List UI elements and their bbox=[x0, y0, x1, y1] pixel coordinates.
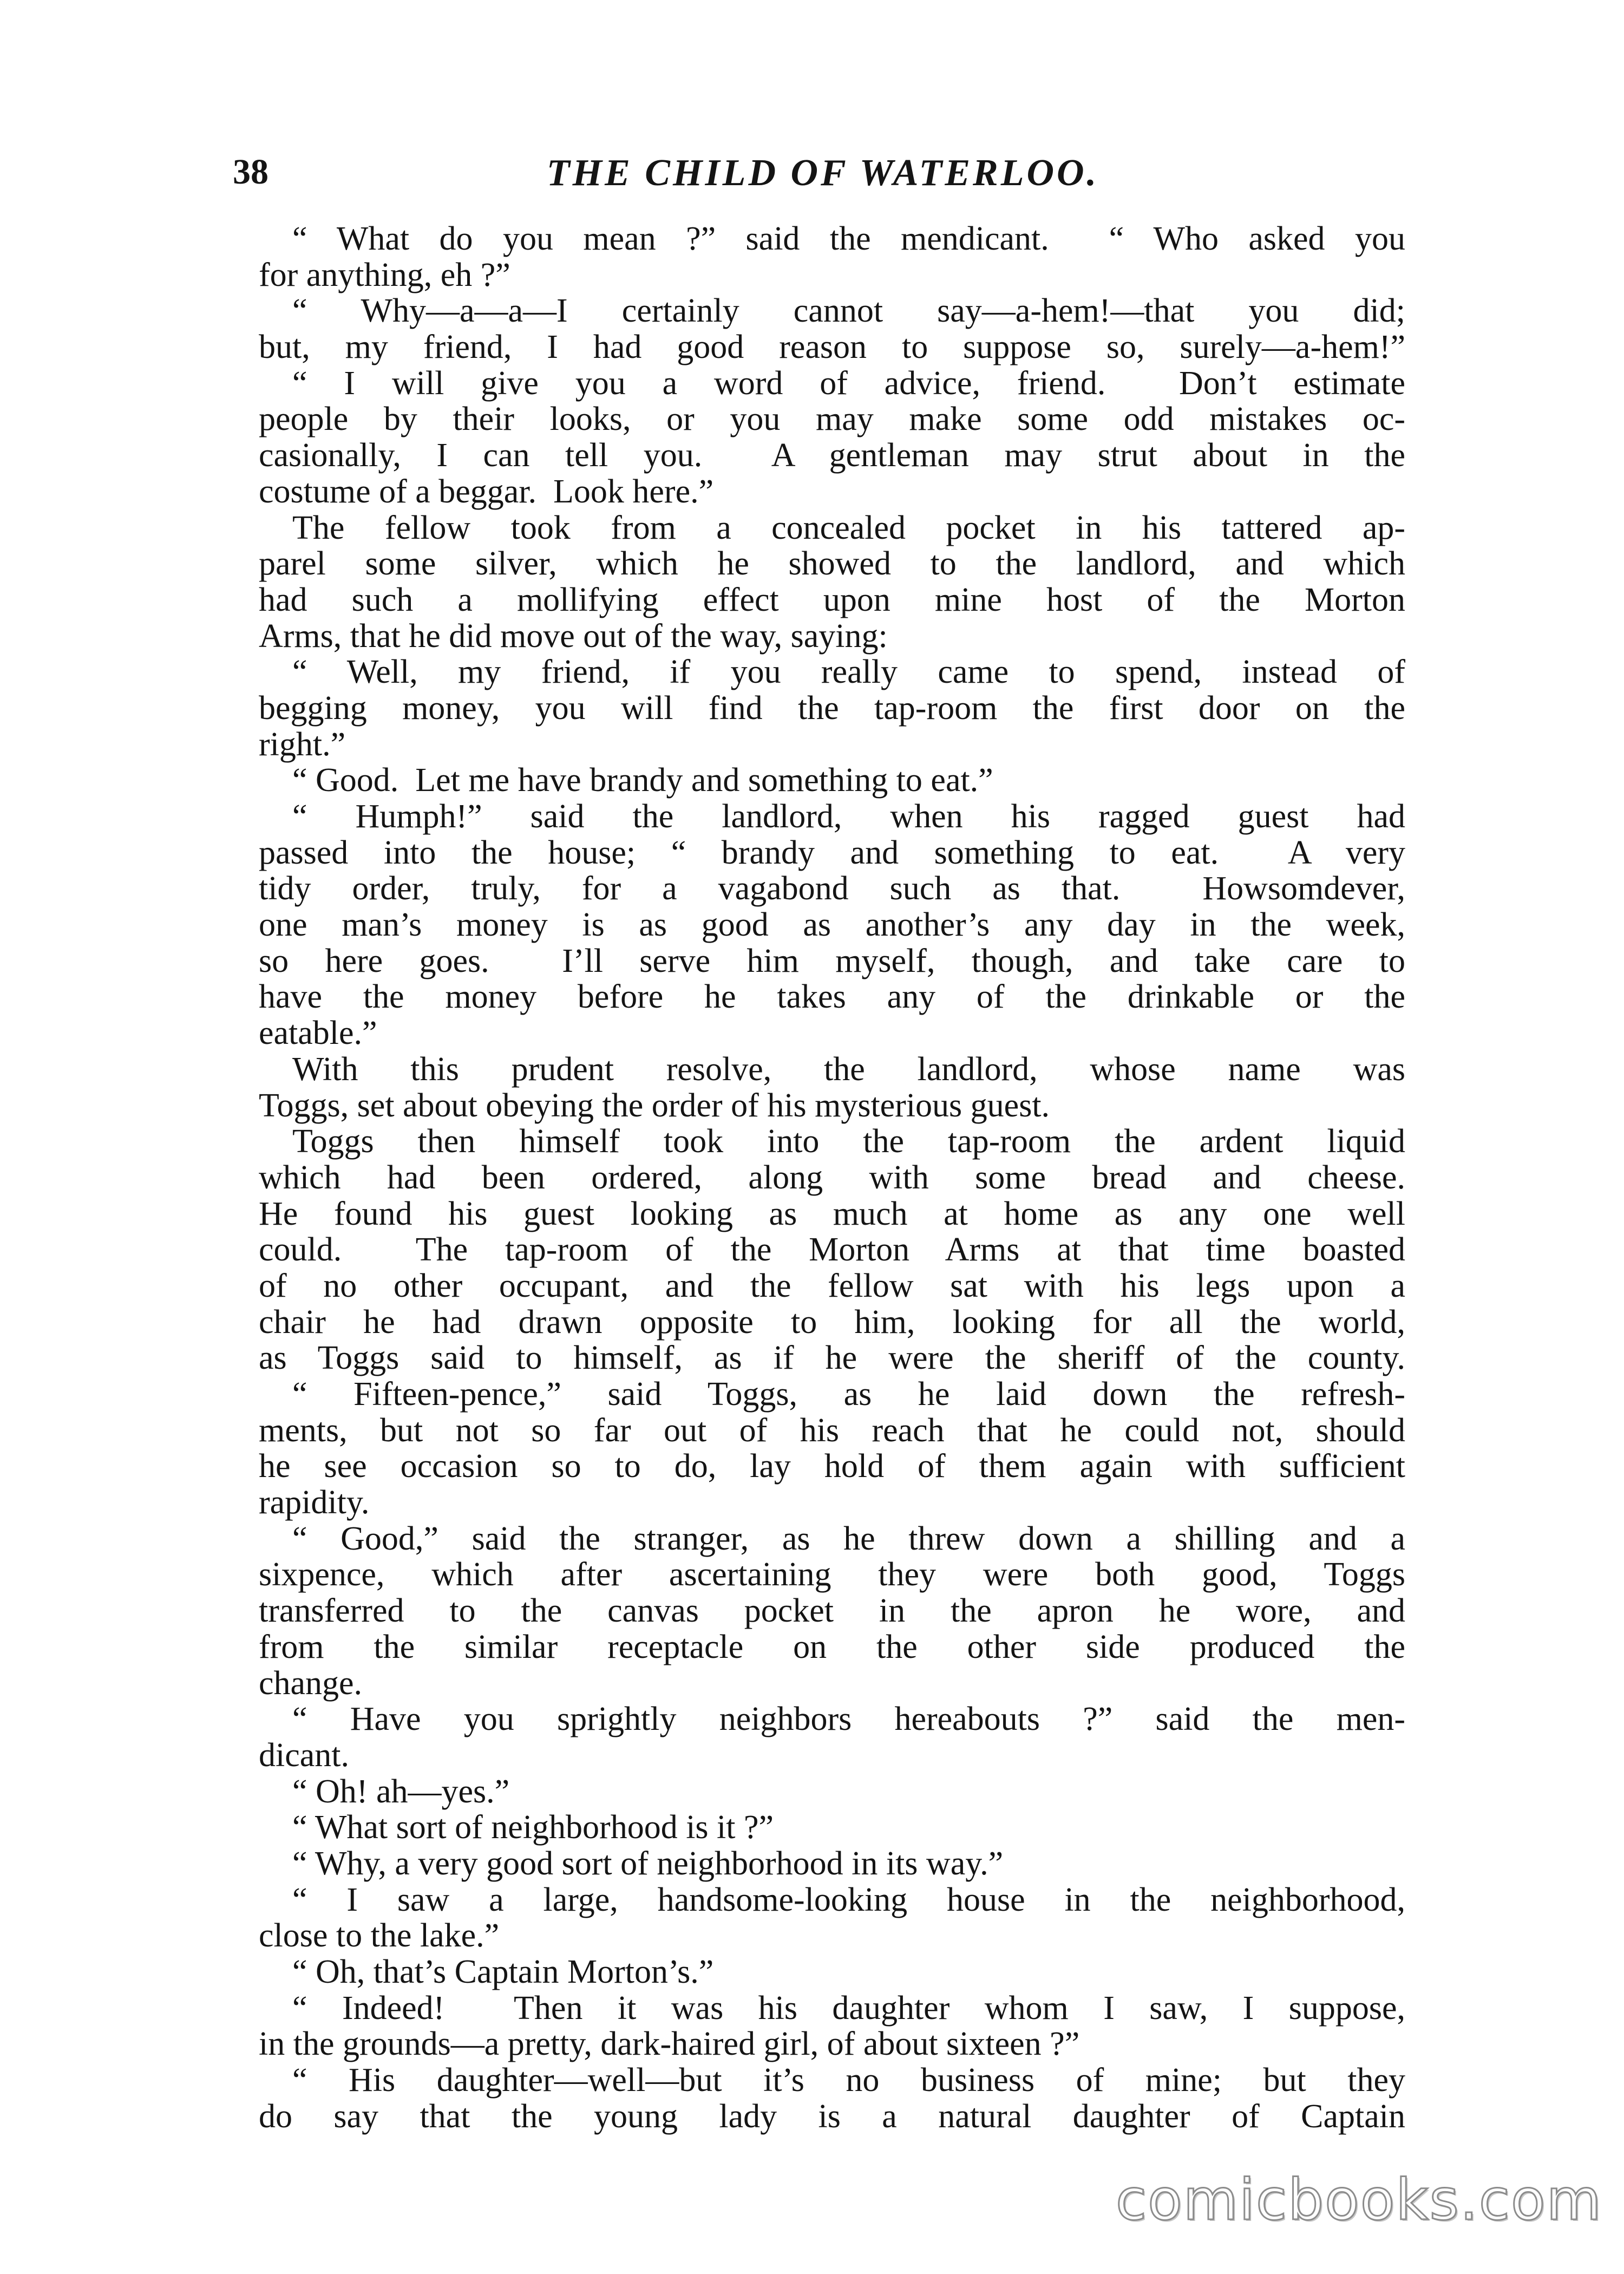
text-line: but, my friend, I had good reason to suppose so, surely—a-hem!” bbox=[259, 329, 1405, 366]
text-line: had such a mollifying effect upon mine host of the Morton bbox=[259, 581, 1405, 618]
text-line: “ Humph!” said the landlord, when his ragged guest had bbox=[292, 798, 1405, 835]
text-line: Toggs, set about obeying the order of his mysterious guest. bbox=[259, 1087, 1050, 1124]
text-line: in the grounds—a pretty, dark-haired girl, of about sixteen ?” bbox=[259, 2025, 1080, 2063]
text-line: casionally, I can tell you. A gentleman may strut about in the bbox=[259, 437, 1405, 474]
text-line: He found his guest looking as much at home as any one well bbox=[259, 1195, 1405, 1232]
text-line: “ Oh, that’s Captain Morton’s.” bbox=[292, 1953, 714, 1990]
text-line: dicant. bbox=[259, 1736, 349, 1774]
text-line: costume of a beggar. Look here.” bbox=[259, 473, 714, 510]
text-line: of no other occupant, and the fellow sat with his legs upon a bbox=[259, 1267, 1405, 1304]
text-line: sixpence, which after ascertaining they were both good, Toggs bbox=[259, 1556, 1405, 1593]
text-line: for anything, eh ?” bbox=[259, 256, 510, 293]
text-line: “ What do you mean ?” said the mendicant. “ Who asked you bbox=[292, 220, 1405, 257]
text-line: “ Indeed! Then it was his daughter whom I saw, I suppose, bbox=[292, 1989, 1405, 2027]
text-line: change. bbox=[259, 1664, 363, 1702]
text-line: The fellow took from a concealed pocket in his tattered ap- bbox=[292, 509, 1405, 546]
text-line: “ Well, my friend, if you really came to spend, instead of bbox=[292, 654, 1405, 691]
text-line: “ Oh! ah—yes.” bbox=[292, 1773, 510, 1810]
text-line: from the similar receptacle on the other side produced the bbox=[259, 1628, 1405, 1665]
text-line: have the money before he takes any of the drinkable or the bbox=[259, 978, 1405, 1016]
text-line: “ His daughter—well—but it’s no business of mine; but they bbox=[292, 2062, 1405, 2099]
text-line: With this prudent resolve, the landlord, whose name was bbox=[292, 1050, 1405, 1088]
text-line: rapidity. bbox=[259, 1484, 370, 1521]
text-line: “ I will give you a word of advice, friend. Don’t estimate bbox=[292, 364, 1405, 402]
text-line: people by their looks, or you may make some odd mistakes oc- bbox=[259, 401, 1405, 438]
text-line: ments, but not so far out of his reach that he could not, should bbox=[259, 1412, 1405, 1449]
text-line: chair he had drawn opposite to him, looking for all the world, bbox=[259, 1303, 1405, 1341]
text-line: “ I saw a large, handsome-looking house in the neighborhood, bbox=[292, 1881, 1405, 1918]
text-line: which had been ordered, along with some bread and cheese. bbox=[259, 1159, 1405, 1196]
text-line: begging money, you will find the tap-room the first door on the bbox=[259, 689, 1405, 727]
text-line: “ Good,” said the stranger, as he threw down a shilling and a bbox=[292, 1520, 1405, 1557]
running-title: THE CHILD OF WATERLOO. bbox=[546, 152, 1099, 194]
text-line: so here goes. I’ll serve him myself, though, and take care to bbox=[259, 942, 1405, 979]
text-line: Arms, that he did move out of the way, saying: bbox=[259, 617, 888, 655]
text-line: “ Why, a very good sort of neighborhood in its way.” bbox=[292, 1845, 1004, 1882]
text-line: he see occasion so to do, lay hold of them again with sufficient bbox=[259, 1448, 1405, 1485]
text-line: close to the lake.” bbox=[259, 1917, 500, 1955]
text-line: tidy order, truly, for a vagabond such as that. Howsomdever, bbox=[259, 870, 1405, 907]
text-line: one man’s money is as good as another’s any day in the week, bbox=[259, 906, 1405, 944]
text-line: do say that the young lady is a natural daughter of Captain bbox=[259, 2097, 1405, 2135]
text-line: “ Good. Let me have brandy and something to eat.” bbox=[292, 762, 993, 799]
text-line: could. The tap-room of the Morton Arms at that time boasted bbox=[259, 1231, 1405, 1269]
text-line: “ What sort of neighborhood is it ?” bbox=[292, 1809, 774, 1846]
text-line: “ Why—a—a—I certainly cannot say—a-hem!—that you did; bbox=[292, 292, 1405, 330]
text-line: “ Have you sprightly neighbors hereabouts ?” said the men- bbox=[292, 1701, 1405, 1738]
watermark: comicbooks.com bbox=[1115, 2167, 1602, 2233]
text-line: passed into the house; “ brandy and something to eat. A very bbox=[259, 834, 1405, 871]
page-header bbox=[233, 146, 1413, 206]
text-line: Toggs then himself took into the tap-room the ardent liquid bbox=[292, 1123, 1405, 1160]
text-line: transferred to the canvas pocket in the apron he wore, and bbox=[259, 1592, 1405, 1630]
text-line: right.” bbox=[259, 726, 346, 763]
text-line: eatable.” bbox=[259, 1015, 377, 1052]
body-text bbox=[259, 221, 1405, 2134]
text-line: as Toggs said to himself, as if he were the sheriff of the county. bbox=[259, 1339, 1405, 1377]
text-line: “ Fifteen-pence,” said Toggs, as he laid down the refresh- bbox=[292, 1376, 1405, 1413]
text-line: parel some silver, which he showed to the landlord, and which bbox=[259, 545, 1405, 583]
page-number: 38 bbox=[233, 152, 269, 192]
